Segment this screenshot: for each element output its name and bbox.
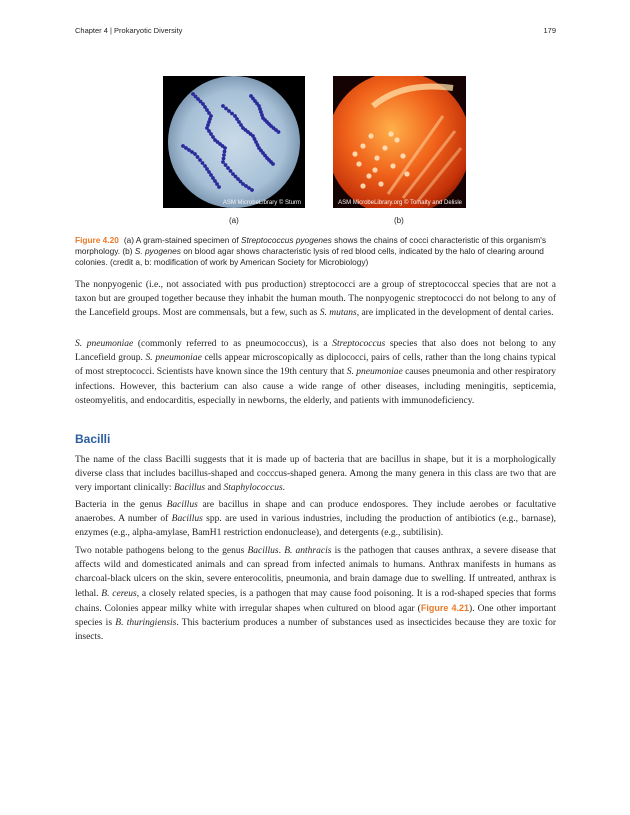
- coccus-cell: [277, 130, 281, 134]
- blood-agar-plate-image: [333, 76, 466, 208]
- chapter-title: Chapter 4 | Prokaryotic Diversity: [75, 26, 183, 35]
- bacterial-colony: [390, 163, 395, 168]
- bacterial-colony: [360, 183, 365, 188]
- paragraph-s-pneumoniae: S. pneumoniae (commonly referred to as pneumococcus), is a Streptococcus species that also does not belong to any Lancefield group. S. pneumoniae cells appear microscopically as diplococci, pairs of cells, rather than the long chains typical of most streptococci. Scientists have known since the 19th century that S. pneumoniae causes pneumonia and other respiratory infections. However, this bacterium can also cause a wide range of other diseases, including meningitis, septicemia, osteomyelitis, and endocarditis, especially in newborns, the elderly, and patients with immunodeficiency.: [75, 339, 557, 406]
- coccus-cell: [221, 104, 225, 108]
- coccus-cell: [193, 152, 197, 156]
- coccus-cell: [223, 150, 227, 154]
- panel-label-a: (a): [229, 216, 239, 225]
- bacterial-colony: [400, 153, 405, 158]
- coccus-cell: [222, 153, 226, 157]
- coccus-cell: [222, 157, 226, 161]
- streptococcus-chains-image: [163, 76, 305, 208]
- section-heading-bacilli: Bacilli: [75, 432, 111, 446]
- coccus-cell: [271, 162, 275, 166]
- gram-stain-micrograph: [163, 76, 305, 208]
- figure-4-21-link[interactable]: Figure 4.21: [420, 602, 470, 613]
- bacterial-colony: [352, 151, 357, 156]
- bacterial-colony: [404, 171, 409, 176]
- coccus-cell: [221, 160, 225, 164]
- coccus-cell: [201, 161, 205, 165]
- credit-b: ASM MicrobeLibrary.org © Tomalty and Delisle: [338, 200, 462, 206]
- figure-caption: Figure 4.20 (a) A gram-stained specimen of Streptococcus pyogenes shows the chains of cocci characteristic of this organism's morphology. (b) S. pyogenes on blood agar shows characteristic lysis of red blood cells, indicated by the halo of clearing around colonies. (credit a, b: modification of work by American Society for Microbiology): [75, 235, 546, 268]
- blood-agar-photo: [333, 76, 466, 208]
- coccus-cell: [226, 166, 230, 170]
- credit-a: ASM MicrobeLibrary © Sturm: [222, 200, 301, 206]
- coccus-cell: [227, 109, 231, 113]
- bacterial-colony: [366, 173, 371, 178]
- coccus-cell: [224, 163, 228, 167]
- coccus-cell: [223, 146, 227, 150]
- bacterial-colony: [360, 143, 365, 148]
- panel-label-b: (b): [394, 216, 404, 225]
- coccus-cell: [224, 107, 228, 111]
- paragraph-bacillus-pathogens: Two notable pathogens belong to the genus Bacillus. B. anthracis is the pathogen that causes anthrax, a severe disease that affects wild and domesticated animals and can spread from infected animals to humans. Anthrax manifests in humans as charcoal-black ulcers on the skin, severe enterocolitis, pneumonia, and brain damage due to swelling. If untreated, anthrax is lethal. B. cereus, a closely related species, is a pathogen that may cause food poisoning. It is a rod-shaped species that forms chains. Colonies appear milky white with irregular shapes when cultured on blood agar (Figure 4.21). One other important species is B. thuringiensis. This bacterium produces a number of substances used as insecticides because they are toxic for insects.: [75, 546, 557, 643]
- coccus-cell: [229, 169, 233, 173]
- bacterial-colony: [356, 161, 361, 166]
- coccus-cell: [198, 158, 202, 162]
- bacterial-colony: [378, 181, 383, 186]
- coccus-cell: [196, 155, 200, 159]
- bacterial-colony: [388, 131, 393, 136]
- coccus-cell: [250, 188, 254, 192]
- coccus-cell: [230, 112, 234, 116]
- page-number: 179: [543, 26, 556, 35]
- bacterial-colony: [372, 167, 377, 172]
- bacterial-colony: [368, 133, 373, 138]
- coccus-cell: [217, 185, 221, 189]
- paragraph-class-bacilli: The name of the class Bacilli suggests that it is made up of bacteria that are bacillus in shape, but it is a morphologically diverse class that includes bacillus-shaped and cocccus-shaped genera. Among the many genera in this class are two that are very important clinically: Bacillus and Staphylococcus.: [75, 455, 556, 494]
- bacterial-colony: [382, 145, 387, 150]
- paragraph-genus-bacillus: Bacteria in the genus Bacillus are bacillus in shape and can produce endospores. They include aerobes or facultative anaerobes. A number of Bacillus spp. are used in various industries, including the production of antibiotics (e.g., barnase), enzymes (e.g., alpha-amylase, BamH1 restriction endonuclease), and detergents (e.g., subtilisin).: [75, 500, 556, 539]
- running-header: [75, 26, 556, 38]
- figure-4-20: [163, 76, 468, 226]
- figure-number: Figure 4.20: [75, 235, 119, 245]
- bacterial-colony: [394, 137, 399, 142]
- paragraph-nonpyogenic-streptococci: The nonpyogenic (i.e., not associated with pus production) streptococci are a group of streptococcal species that are not a taxon but are grouped together because they inhabit the human mouth. The nonpyogenic streptococci do not belong to any of the Lancefield groups. Most are commensals, but a few, such as S. mutans, are implicated in the development of dental caries.: [75, 280, 556, 319]
- bacterial-colony: [374, 155, 379, 160]
